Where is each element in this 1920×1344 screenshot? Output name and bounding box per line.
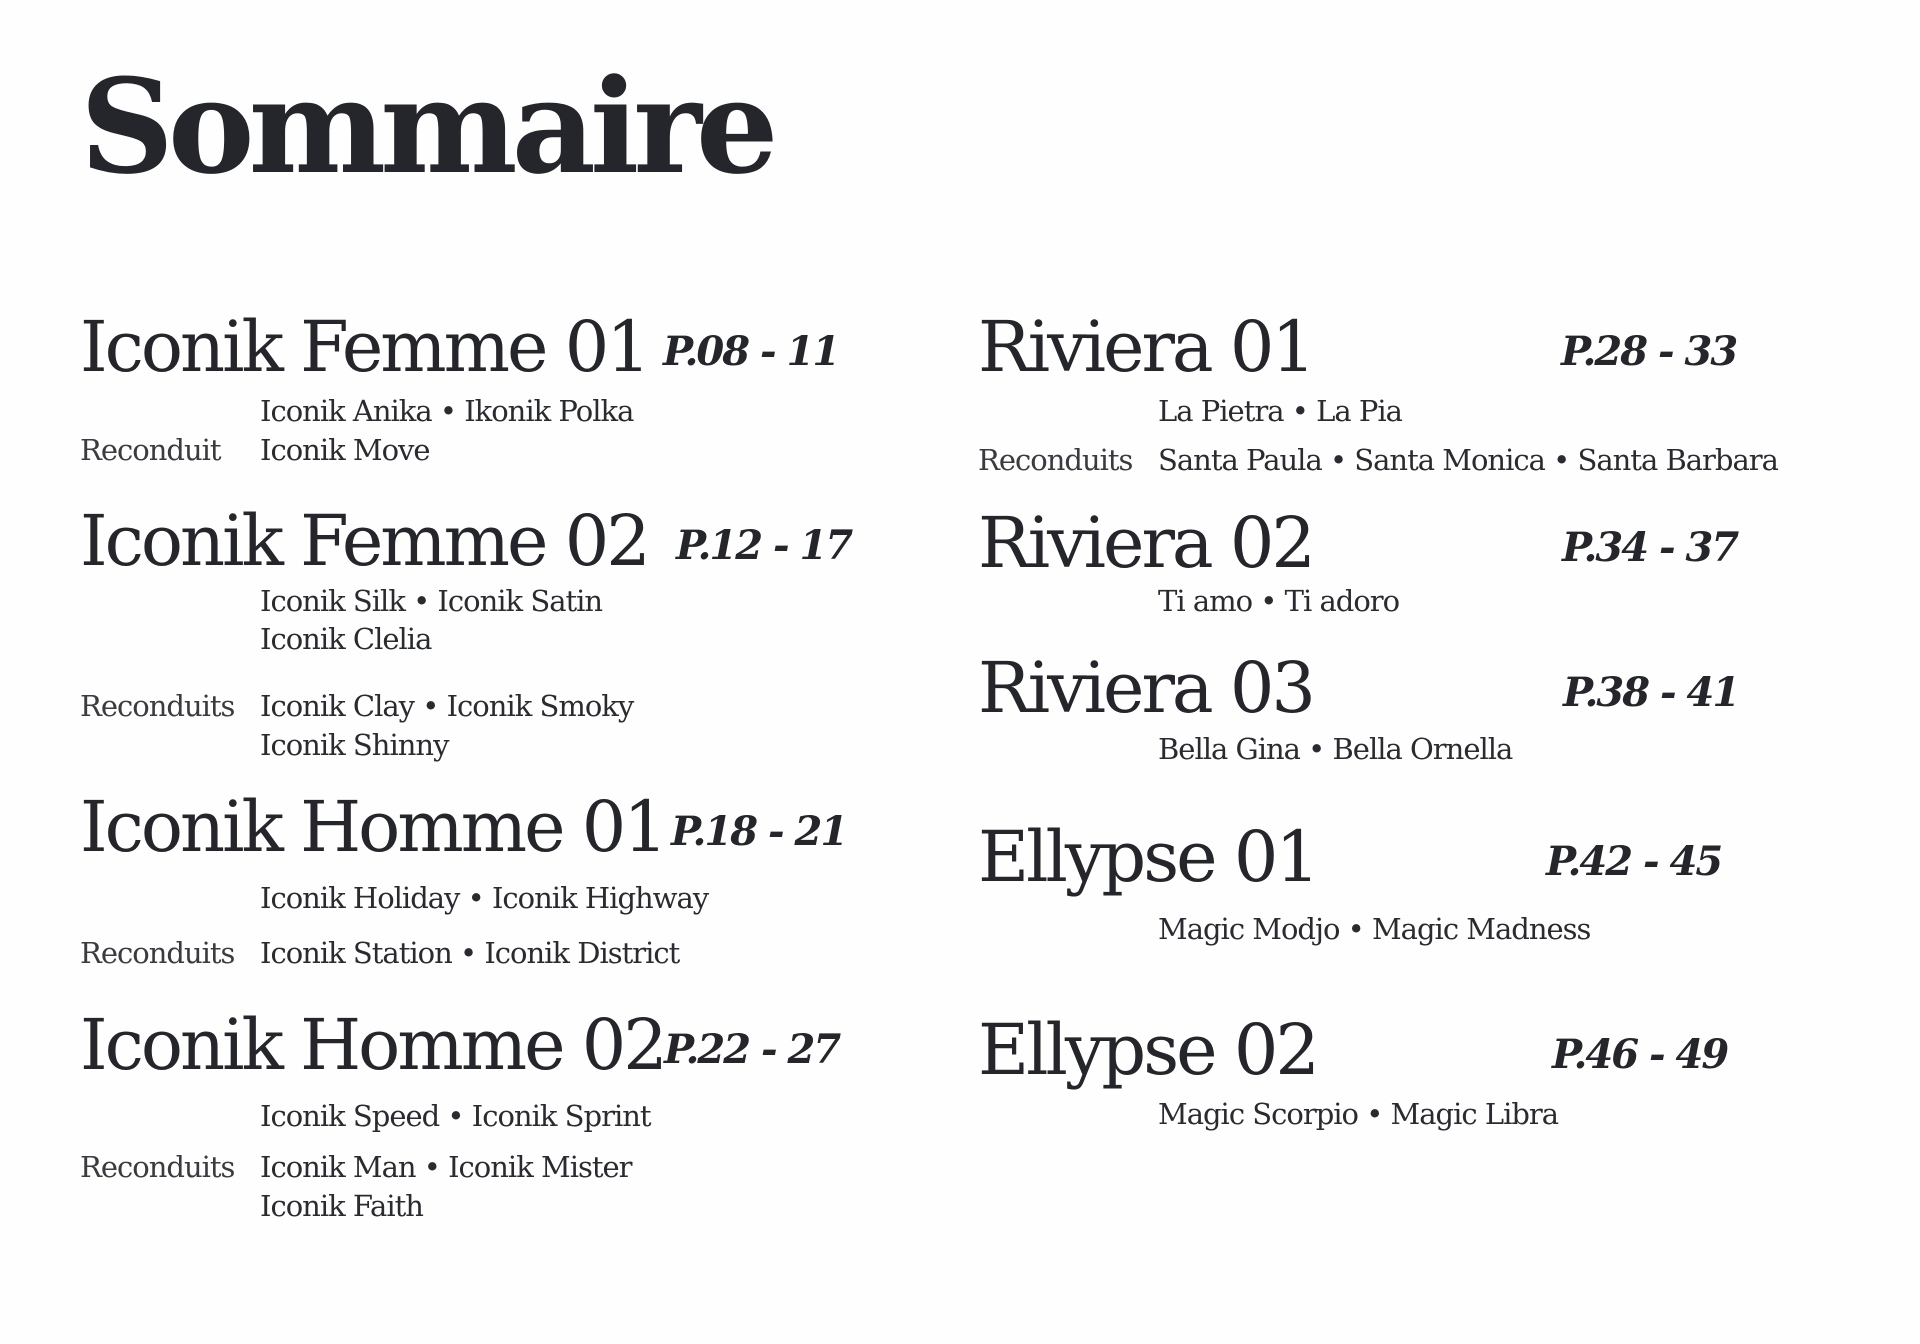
right-column xyxy=(978,0,1858,1344)
section-title: Ellypse 02 xyxy=(978,1009,1317,1091)
collection-line: Iconik Move xyxy=(260,433,430,467)
reconduit-line: Iconik Shinny xyxy=(260,728,449,762)
page-range: P.12 - 17 xyxy=(676,522,852,569)
reconduits-label: Reconduits xyxy=(80,936,235,970)
reconduit-line: Iconik Man • Iconik Mister xyxy=(260,1150,632,1184)
page-range: P.28 - 33 xyxy=(1561,328,1737,375)
reconduits-label: Reconduits xyxy=(80,1150,235,1184)
reconduit-line: Iconik Station • Iconik District xyxy=(260,936,680,970)
section-title: Riviera 02 xyxy=(978,502,1313,584)
collection-line: Iconik Silk • Iconik Satin xyxy=(260,584,603,618)
page-range: P.22 - 27 xyxy=(664,1026,840,1073)
section-title: Iconik Femme 02 xyxy=(80,500,648,582)
page-range: P.46 - 49 xyxy=(1552,1031,1728,1078)
page-range: P.42 - 45 xyxy=(1546,838,1722,885)
page-range: P.38 - 41 xyxy=(1563,669,1739,716)
section-title: Riviera 03 xyxy=(978,647,1313,729)
collection-line: La Pietra • La Pia xyxy=(1158,394,1402,428)
page-range: P.34 - 37 xyxy=(1562,524,1738,571)
left-column xyxy=(80,0,960,1344)
collection-line: Bella Gina • Bella Ornella xyxy=(1158,732,1513,766)
page-range: P.18 - 21 xyxy=(671,808,847,855)
section-title: Ellypse 01 xyxy=(978,816,1317,898)
reconduit-line: Iconik Faith xyxy=(260,1189,423,1223)
reconduit-line: Santa Paula • Santa Monica • Santa Barbara xyxy=(1158,443,1778,477)
collection-line: Iconik Clelia xyxy=(260,622,432,656)
section-title: Riviera 01 xyxy=(978,306,1313,388)
reconduit-line: Iconik Clay • Iconik Smoky xyxy=(260,689,634,723)
section-title: Iconik Homme 01 xyxy=(80,786,665,868)
collection-line: Iconik Speed • Iconik Sprint xyxy=(260,1099,651,1133)
section-title: Iconik Homme 02 xyxy=(80,1004,665,1086)
page-range: P.08 - 11 xyxy=(663,328,839,375)
collection-line: Magic Scorpio • Magic Libra xyxy=(1158,1097,1559,1131)
collection-line: Iconik Anika • Ikonik Polka xyxy=(260,394,634,428)
collection-line: Iconik Holiday • Iconik Highway xyxy=(260,881,709,915)
section-title: Iconik Femme 01 xyxy=(80,306,648,388)
reconduits-label: Reconduits xyxy=(978,443,1133,477)
reconduit-label: Reconduit xyxy=(80,433,221,467)
page-title: Sommaire xyxy=(80,50,773,203)
reconduits-label: Reconduits xyxy=(80,689,235,723)
collection-line: Ti amo • Ti adoro xyxy=(1158,584,1400,618)
collection-line: Magic Modjo • Magic Madness xyxy=(1158,912,1591,946)
